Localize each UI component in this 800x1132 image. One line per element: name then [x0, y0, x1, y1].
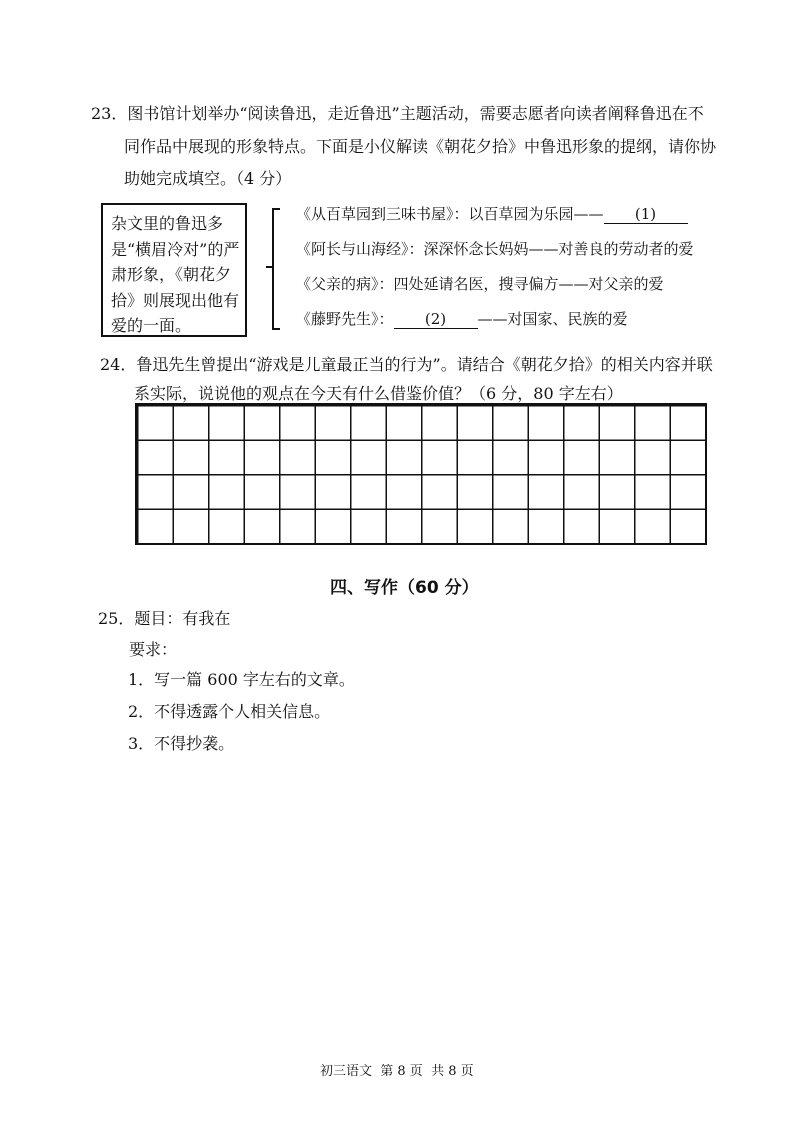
q23-line-1: 23．图书馆计划举办“阅读鲁迅，走近鲁迅”主题活动，需要志愿者向读者阐释鲁迅在不 — [91, 104, 704, 123]
outline-item-4 — [296, 308, 628, 329]
outline-item-3-text: 《父亲的病》：四处延请名医，搜寻偏方——对父亲的爱 — [296, 275, 664, 293]
section-title: 四、写作（60 分） — [330, 578, 479, 598]
outline-item-4-suffix: ——对国家、民族的爱 — [477, 310, 628, 328]
q25-requirement-3: 3．不得抄袭。 — [128, 734, 235, 753]
outline-item-2 — [296, 238, 694, 259]
q23-line-3: 助她完成填空。（4 分） — [124, 169, 292, 188]
brace-tip — [266, 266, 273, 268]
q25-requirements-label: 要求： — [129, 640, 178, 659]
q24-line-1: 24．鲁迅先生曾提出“游戏是儿童最正当的行为”。请结合《朝花夕拾》的相关内容并联 — [100, 355, 713, 374]
outline-item-3 — [296, 273, 664, 294]
summary-box: 杂文里的鲁迅多是“横眉冷对”的严肃形象，《朝花夕拾》则展现出他有爱的一面。 — [101, 203, 247, 337]
answer-grid[interactable] — [135, 403, 707, 545]
outline-item-1-text: 《从百草园到三味书屋》：以百草园为乐园—— — [296, 205, 604, 223]
page-footer: 初三语文 第 8 页 共 8 页 — [320, 1064, 474, 1079]
blank-1[interactable]: (1) — [604, 205, 688, 224]
q25-requirement-1: 1．写一篇 600 字左右的文章。 — [128, 670, 355, 689]
outline-item-2-text: 《阿长与山海经》：深深怀念长妈妈——对善良的劳动者的爱 — [296, 240, 694, 258]
outline-item-1 — [296, 203, 688, 224]
brace — [272, 208, 280, 330]
q23-line-2: 同作品中展现的形象特点。下面是小仪解读《朝花夕拾》中鲁迅形象的提纲，请你协 — [124, 137, 717, 156]
outline-item-4-text: 《藤野先生》： — [296, 310, 394, 328]
blank-2[interactable]: (2) — [394, 310, 478, 329]
q24-line-2: 系实际，说说他的观点在今天有什么借鉴价值？（6 分，80 字左右） — [134, 384, 623, 403]
q25-requirement-2: 2．不得透露个人相关信息。 — [128, 702, 331, 721]
q25-title: 25．题目：有我在 — [98, 609, 231, 628]
